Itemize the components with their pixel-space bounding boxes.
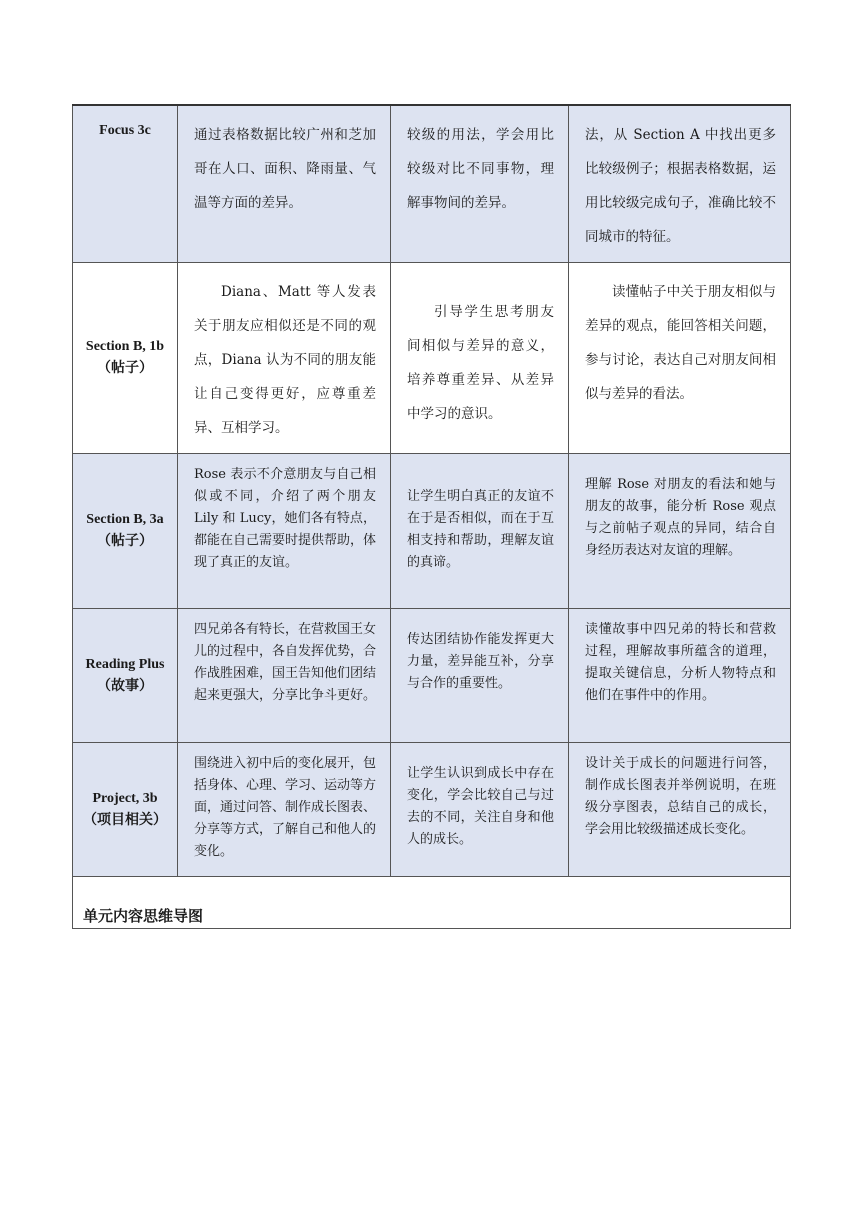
row-label-line2: （项目相关） xyxy=(83,812,167,828)
row-label-line2: （帖子） xyxy=(97,534,153,549)
goal-cell: 法，从 Section A 中找出更多比较级例子；根据表格数据，运用比较级完成句子，准确比较不同城市的特征。 xyxy=(585,127,776,245)
table-row xyxy=(73,105,791,263)
goal-cell: 读懂故事中四兄弟的特长和营救过程，理解故事所蕴含的道理，提取关键信息，分析人物特点和他们在事件中的作用。 xyxy=(585,622,776,703)
row-label-line1: Project, 3b xyxy=(92,790,158,806)
mind-map-title: 单元内容思维导图 xyxy=(83,907,204,925)
table-row xyxy=(73,263,791,454)
unit-content-table xyxy=(72,104,791,929)
row-label-line1: Focus 3c xyxy=(99,123,151,138)
row-label-line2: （帖子） xyxy=(97,361,153,376)
table-row xyxy=(73,454,791,609)
row-label xyxy=(73,263,177,453)
content-cell: 围绕进入初中后的变化展开，包括身体、心理、学习、运动等方面，通过问答、制作成长图表、分享等方式，了解自己和他人的变化。 xyxy=(194,756,377,859)
content-cell: 四兄弟各有特长，在营救国王女儿的过程中，各自发挥优势，合作战胜困难，国王告知他们团结起来更强大，分享比争斗更好。 xyxy=(194,622,377,703)
row-label-line2: （故事） xyxy=(97,678,153,694)
content-cell: Rose 表示不介意朋友与自己相似或不同，介绍了两个朋友 Lily 和 Lucy，她们各有特点，都能在自己需要时提供帮助，体现了真正的友谊。 xyxy=(194,467,377,570)
goal-cell: 读懂帖子中关于朋友相似与差异的观点，能回答相关问题，参与讨论，表达自己对朋友间相似与差异的看法。 xyxy=(585,284,776,402)
row-label xyxy=(73,609,177,742)
table-row xyxy=(73,609,791,743)
row-label xyxy=(73,454,177,608)
goal-cell: 理解 Rose 对朋友的看法和她与朋友的故事，能分析 Rose 观点与之前帖子观点的异同，结合自身经历表达对友谊的理解。 xyxy=(585,477,776,558)
purpose-cell: 让学生认识到成长中存在变化，学会比较自己与过去的不同，关注自身和他人的成长。 xyxy=(407,766,554,847)
table-row xyxy=(73,743,791,877)
content-cell: Diana、Matt 等人发表关于朋友应相似还是不同的观点，Diana 认为不同的朋友能让自己变得更好，应尊重差异、互相学习。 xyxy=(194,284,376,436)
purpose-cell: 传达团结协作能发挥更大力量，差异能互补，分享与合作的重要性。 xyxy=(407,632,554,691)
purpose-cell: 让学生明白真正的友谊不在于是否相似，而在于互相支持和帮助，理解友谊的真谛。 xyxy=(407,489,554,570)
purpose-cell: 较级的用法，学会用比较级对比不同事物，理解事物间的差异。 xyxy=(407,127,554,211)
row-label xyxy=(73,743,177,876)
row-label-line1: Section B, 3a xyxy=(86,512,164,527)
content-cell: 通过表格数据比较广州和芝加哥在人口、面积、降雨量、气温等方面的差异。 xyxy=(194,127,376,211)
row-label-line1: Section B, 1b xyxy=(85,339,165,354)
row-label xyxy=(73,106,177,276)
goal-cell: 设计关于成长的问题进行问答，制作成长图表并举例说明，在班级分享图表，总结自己的成长，学会用比较级描述成长变化。 xyxy=(585,756,776,837)
purpose-cell: 引导学生思考朋友间相似与差异的意义，培养尊重差异、从差异中学习的意识。 xyxy=(407,304,554,422)
row-label-line1: Reading Plus xyxy=(85,656,165,672)
table-row xyxy=(73,877,791,929)
